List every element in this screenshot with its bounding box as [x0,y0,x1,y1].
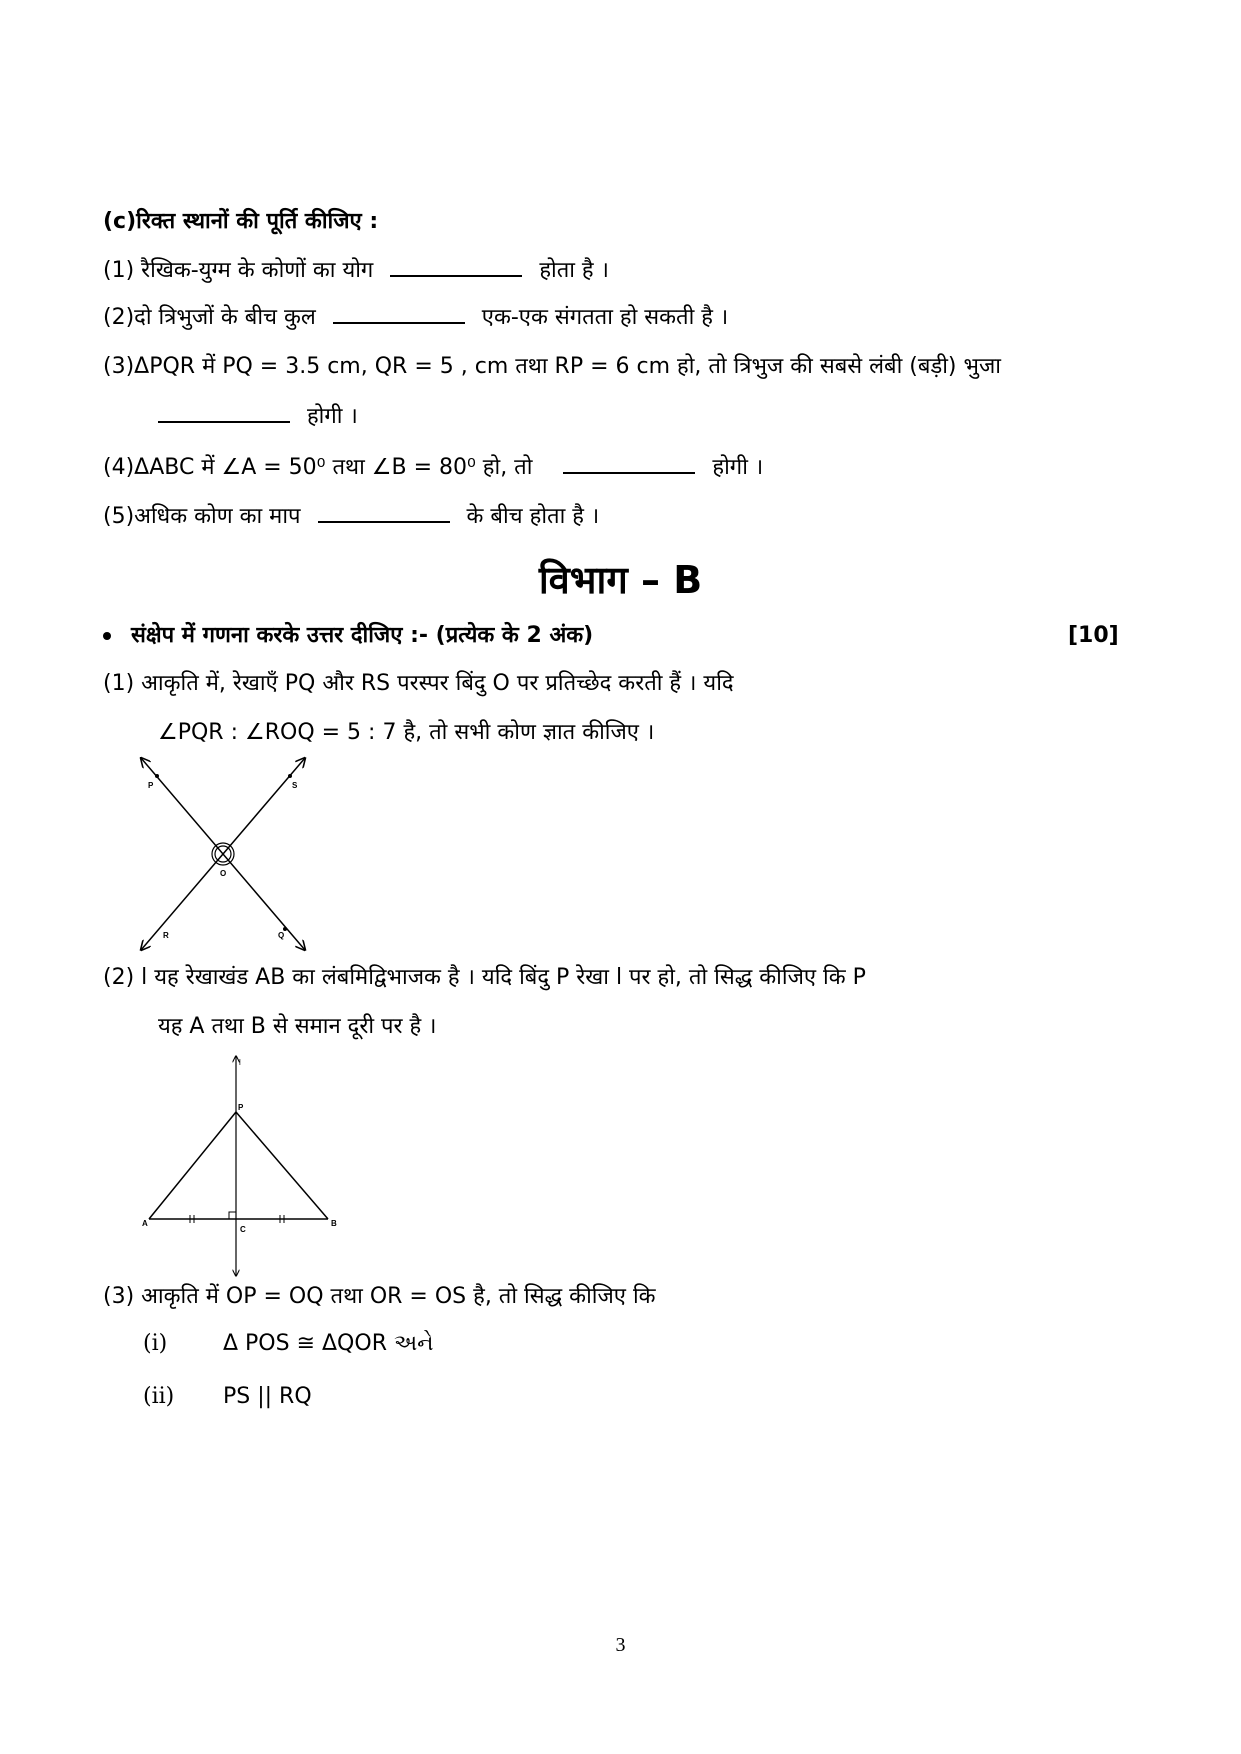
question-3-sub-ii-text: PS || RQ [223,1384,312,1409]
section-c-heading: (c)रिक्त स्थानों की पूर्ति कीजिए : [103,209,379,234]
label-s: S [292,781,298,790]
item-text-before: ΔABC में ∠A = 50⁰ तथा ∠B = 80⁰ हो, तो [134,455,533,480]
answer-blank [390,255,522,277]
section-b-title: विभाग – B [538,558,703,602]
item-text-before: अधिक कोण का माप [134,504,301,529]
item-text-before: रैखिक-युग्म के कोणों का योग [141,258,374,283]
segment-pb [236,1112,328,1219]
item-number: (5) [103,504,135,529]
section-b-instruction [103,621,593,651]
item-text-after: होता है । [539,258,609,283]
item-text-after: के बीच होता है । [466,504,600,529]
question-2-line-2: यह A तथा B से समान दूरी पर है । [158,1014,437,1039]
label-p: P [148,781,154,790]
label-q: Q [278,931,285,940]
fill-blank-item-3-continued [158,401,358,432]
question-3-sub-i-number: (i) [143,1331,168,1356]
fill-blank-item-1 [103,255,609,286]
intersecting-lines-figure [135,752,315,957]
question-1-line-1: (1) आकृति में, रेखाएँ PQ और RS परस्पर बिंदु O पर प्रतिच्छेद करती हैं । यदि [103,671,734,696]
section-b-marks: [10] [1068,623,1119,648]
item-text: ΔPQR में PQ = 3.5 cm, QR = 5 , cm तथा RP = 6 cm हो, तो त्रिभुज की सबसे लंबी (बड़ी) भुजा [134,354,1001,379]
item-text-after: होगी । [712,455,764,480]
item-number: (4) [103,455,135,480]
question-2-line-1: (2) l यह रेखाखंड AB का लंबमिद्विभाजक है । यदि बिंदु P रेखा l पर हो, तो सिद्ध कीजिए कि P [103,965,866,990]
item-number: (1) [103,258,135,283]
item-number: (2) [103,305,135,330]
fill-blank-item-4 [103,452,763,483]
label-a: A [142,1219,148,1228]
label-o: O [220,869,227,878]
fill-blank-item-3 [103,352,1001,382]
label-r: R [163,931,169,940]
bullet-icon [103,632,111,640]
point-p [155,774,159,778]
label-b: B [331,1219,337,1228]
fill-blank-item-2 [103,302,728,333]
question-1-line-2: ∠PQR : ∠ROQ = 5 : 7 है, तो सभी कोण ज्ञात कीजिए । [158,720,655,745]
item-text-before: दो त्रिभुजों के बीच कुल [134,305,316,330]
point-s [288,774,292,778]
answer-blank [563,452,695,474]
perpendicular-bisector-figure [140,1052,350,1282]
answer-blank [318,501,450,523]
right-angle-mark [229,1212,236,1219]
question-3-line-1: (3) आकृति में OP = OQ तथा OR = OS है, तो सिद्ध कीजिए कि [103,1284,656,1309]
fill-blank-item-5 [103,501,599,532]
page-number: 3 [615,1634,626,1656]
label-p: P [238,1103,244,1112]
item-text-after: एक-एक संगतता हो सकती है । [481,305,729,330]
item-text-after: होगी । [307,404,358,429]
answer-blank [333,302,465,324]
segment-pa [149,1112,236,1219]
label-c: C [240,1225,246,1234]
label-l: l [239,1058,241,1067]
instruction-text: संक्षेप में गणना करके उत्तर दीजिए :- (प्रत्येक के 2 अंक) [131,623,594,648]
item-number: (3) [103,354,135,379]
question-3-sub-i-text: Δ POS ≅ ΔQOR અને [223,1331,434,1356]
answer-blank [158,401,290,423]
question-3-sub-ii-number: (ii) [143,1384,175,1409]
